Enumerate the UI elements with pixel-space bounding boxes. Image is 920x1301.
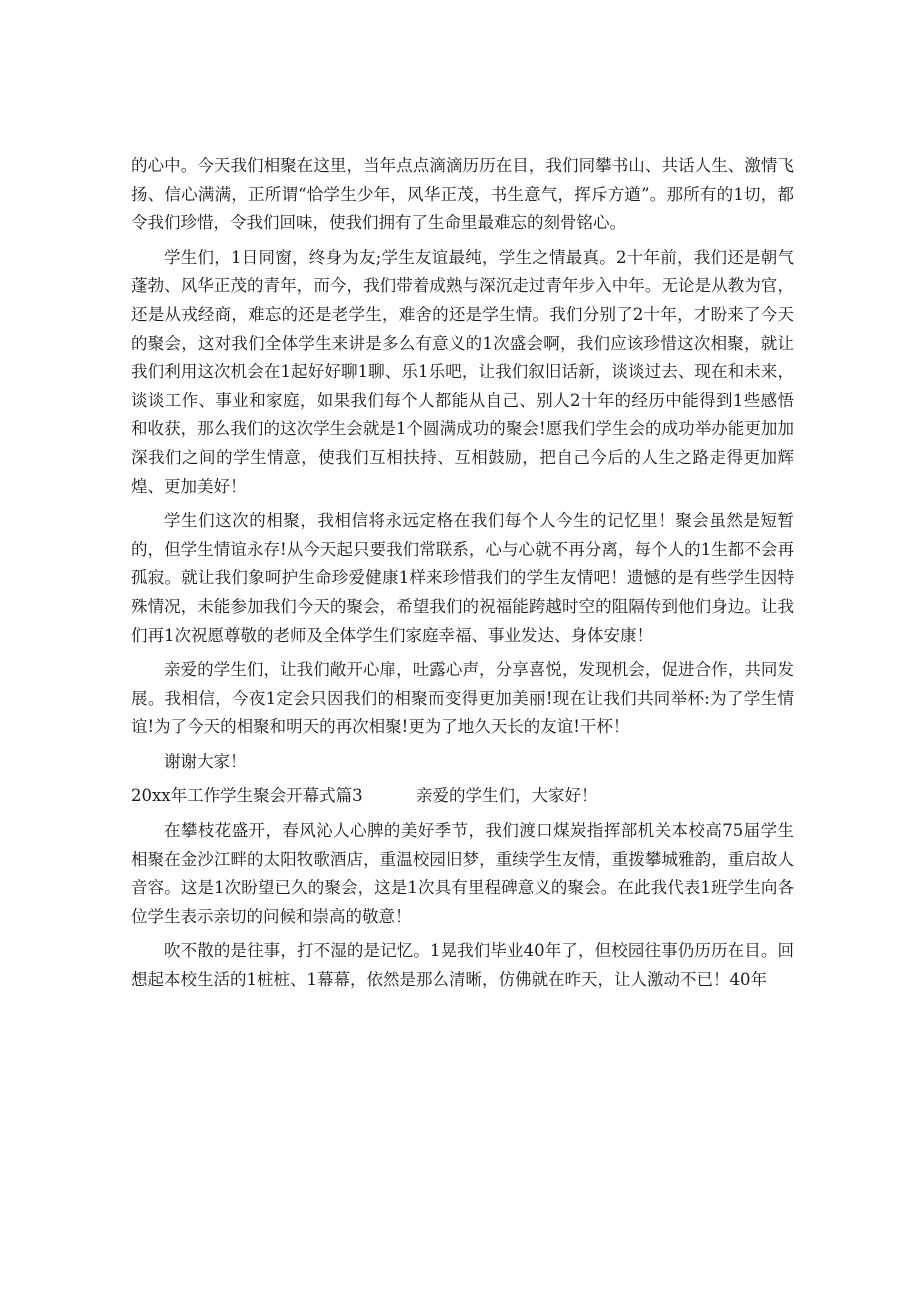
paragraph: 亲爱的学生们，让我们敞开心扉，吐露心声，分享喜悦，发现机会，促进合作，共同发展。我相信，今夜1定会只因我们的相聚而变得更加美丽!现在让我们共同举杯:为了学生情谊!为了今天的相聚和明天的再次相聚!更为了地久天长的友谊!干杯！ bbox=[131, 660, 794, 737]
section-greeting: 亲爱的学生们，大家好！ bbox=[416, 786, 598, 806]
paragraph: 吹不散的是往事，打不湿的是记忆。1晃我们毕业40年了，但校园往事仍历历在目。回想起本校生活的1桩桩、1幕幕，依然是那么清晰，仿佛就在昨天，让人激动不已！40年 bbox=[131, 941, 794, 990]
paragraph-closing: 谢谢大家！ bbox=[164, 751, 247, 771]
paragraph: 学生们，1日同窗，终身为友;学生友谊最纯，学生之情最真。2十年前，我们还是朝气蓬勃、风华正茂的青年，而今，我们带着成熟与深沉走过青年步入中年。无论是从教为官，还是从戎经商，难忘的还是老学生，难舍的还是学生情。我们分别了2十年，才盼来了今天的聚会，这对我们全体学生来讲是多么有意义的1次盛会啊，我们应该珍惜这次相聚，就让我们利用这次机会在1起好好聊1聊、乐1乐吧，让我们叙旧话新，谈谈过去、现在和未来，谈谈工作、事业和家庭，如果我们每个人都能从自己、别人2十年的经历中能得到1些感悟和收获，那么我们的这次学生会就是1个圆满成功的聚会!愿我们学生会的成功举办能更加加深我们之间的学生情意，使我们互相扶持、互相鼓励，把自己今后的人生之路走得更加辉煌、更加美好！ bbox=[131, 247, 794, 496]
paragraph: 的心中。今天我们相聚在这里，当年点点滴滴历历在目，我们同攀书山、共话人生、激情飞扬、信心满满，正所谓“恰学生少年，风华正茂，书生意气，挥斥方遒”。那所有的1切，都令我们珍惜，令我们回味，使我们拥有了生命里最难忘的刻骨铭心。 bbox=[131, 156, 794, 233]
paragraph: 学生们这次的相聚，我相信将永远定格在我们每个人今生的记忆里！聚会虽然是短暂的，但学生情谊永存!从今天起只要我们常联系，心与心就不再分离，每个人的1生都不会再孤寂。就让我们象呵护生命珍爱健康1样来珍惜我们的学生友情吧！遗憾的是有些学生因特殊情况，未能参加我们今天的聚会，希望我们的祝福能跨越时空的阻隔传到他们身边。让我们再1次祝愿尊敬的老师及全体学生们家庭幸福、事业发达、身体安康！ bbox=[131, 511, 794, 645]
paragraph: 在攀枝花盛开，春风沁人心脾的美好季节，我们渡口煤炭指挥部机关本校高75届学生相聚在金沙江畔的太阳牧歌酒店，重温校园旧梦，重续学生友情，重拨攀城雅韵，重启故人音容。这是1次盼望已久的聚会，这是1次具有里程碑意义的聚会。在此我代表1班学生向各位学生表示亲切的问候和崇高的敬意！ bbox=[131, 821, 794, 926]
document-body bbox=[131, 152, 794, 995]
section-heading bbox=[131, 782, 794, 811]
section-title: 20xx年工作学生聚会开幕式篇3 bbox=[131, 786, 363, 806]
